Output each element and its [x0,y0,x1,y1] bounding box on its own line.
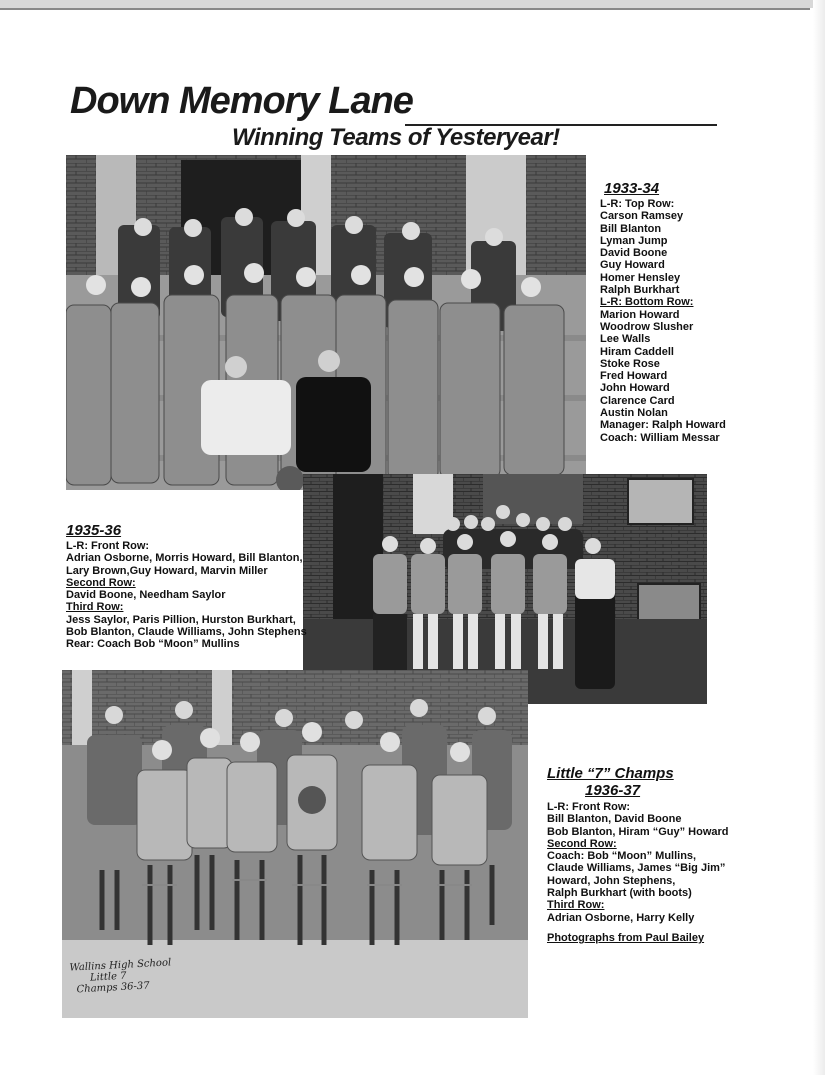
caption-line: Third Row: [547,899,605,912]
caption-line: Bob Blanton, Claude Williams, John Stephens [66,626,307,639]
scan-shadow [813,0,825,1075]
caption-line: Lyman Jump [600,234,668,247]
caption-line: Stoke Rose [600,357,660,370]
caption-line: Rear: Coach Bob “Moon” Mullins [66,638,240,651]
caption-line: Adrian Osborne, Morris Howard, Bill Blanton, [66,552,303,565]
caption-line: Manager: Ralph Howard [600,419,726,432]
caption-line: Bill Blanton, David Boone [547,813,682,826]
caption-line: David Boone [600,247,668,260]
caption-heading: 1935-36 [66,522,122,539]
caption-1935 [66,522,307,651]
caption-line: Marion Howard [600,308,680,321]
caption-line: Woodrow Slusher [600,320,694,333]
caption-line: Bill Blanton [600,222,662,235]
caption-1936 [547,765,729,944]
caption-line: Third Row: [66,601,124,614]
caption-line: Claude Williams, James “Big Jim” [547,862,726,875]
caption-line: Ralph Burkhart (with boots) [547,887,692,900]
caption-line: Homer Hensley [600,271,681,284]
caption-line: Guy Howard [600,259,665,272]
caption-line: Jess Saylor, Paris Pillion, Hurston Burkhart, [66,613,296,626]
handwritten-inscription: Wallins High School Little 7 Champs 36-37 [69,957,172,996]
caption-line: Clarence Card [600,394,675,407]
caption-line: Hiram Caddell [600,345,674,358]
caption-line: Lary Brown,Guy Howard, Marvin Miller [66,564,268,577]
caption-year: 1936-37 [585,782,641,799]
caption-line: Second Row: [547,837,617,850]
caption-1933 [600,180,726,444]
caption-line: Second Row: [66,576,136,589]
caption-line: David Boone, Needham Saylor [66,589,226,602]
page-subtitle: Winning Teams of Yesteryear! [232,124,560,151]
caption-heading: Little “7” Champs [547,765,674,782]
caption-line: L-R: Front Row: [66,540,150,552]
caption-line: Adrian Osborne, Harry Kelly [547,911,695,924]
page-title: Down Memory Lane [70,80,413,122]
caption-heading: 1933-34 [604,180,660,197]
caption-line: Bob Blanton, Hiram “Guy” Howard [547,825,729,838]
caption-line: Ralph Burkhart [600,284,680,297]
photo-credit: Photographs from Paul Bailey [547,931,705,944]
scan-edge-line [0,8,810,10]
team-photo-1933 [66,155,586,490]
caption-line: John Howard [600,382,670,395]
caption-line: Howard, John Stephens, [547,874,676,887]
caption-line: L-R: Front Row: [547,801,631,813]
caption-line: L-R: Bottom Row: [600,296,694,309]
caption-line: Austin Nolan [600,407,668,420]
caption-line: L-R: Top Row: [600,198,675,210]
caption-line: Coach: William Messar [600,431,720,444]
caption-line: Carson Ramsey [600,210,684,223]
scan-edge [0,0,825,8]
caption-line: Lee Walls [600,333,651,346]
caption-line: Coach: Bob “Moon” Mullins, [547,850,697,863]
caption-line: Fred Howard [600,370,668,383]
